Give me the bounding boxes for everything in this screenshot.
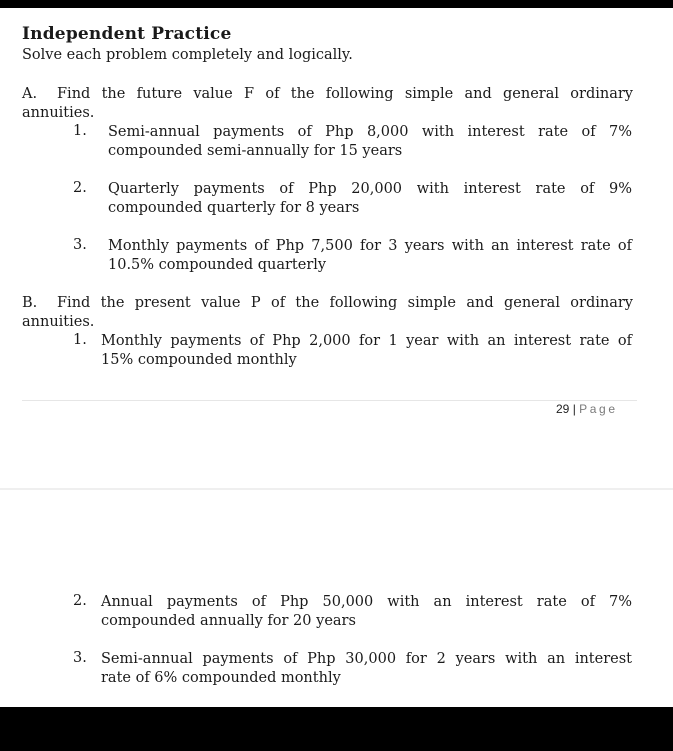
part-b-item-1-number: 1.: [73, 332, 87, 348]
part-b-item-1-line2: 15% compounded monthly: [101, 352, 297, 368]
part-a-intro-line2: annuities.: [22, 105, 95, 121]
instructions: Solve each problem completely and logically.: [22, 47, 353, 63]
part-a-item-3-number: 3.: [73, 237, 87, 253]
part-b-item-3-line1: Semi-annual payments of Php 30,000 for 2 years with an interest: [101, 651, 632, 667]
part-b-item-2-number: 2.: [73, 593, 87, 609]
part-b-item-1-line1: Monthly payments of Php 2,000 for 1 year with an interest rate of: [101, 333, 632, 349]
part-a-item-2-number: 2.: [73, 180, 87, 196]
page-break: [0, 488, 673, 490]
part-a-label: A.: [22, 86, 38, 102]
part-b-item-2-line1: Annual payments of Php 50,000 with an interest rate of 7%: [101, 594, 632, 610]
part-a-item-2-line2: compounded quarterly for 8 years: [108, 200, 360, 216]
part-a-item-3-line1: Monthly payments of Php 7,500 for 3 years with an interest rate of: [108, 238, 632, 254]
part-b-intro-line1: Find the present value P of the following simple and general ordinary: [57, 295, 633, 311]
part-b-item-2-line2: compounded annually for 20 years: [101, 613, 356, 629]
part-a-item-3-line2: 10.5% compounded quarterly: [108, 257, 327, 273]
part-b-item-3-line2: rate of 6% compounded monthly: [101, 670, 341, 686]
part-b-intro-line2: annuities.: [22, 314, 95, 330]
page-number: 29: [556, 402, 570, 416]
part-a-item-2-line1: Quarterly payments of Php 20,000 with interest rate of 9%: [108, 181, 632, 197]
part-a-item-1-line2: compounded semi-annually for 15 years: [108, 143, 403, 159]
part-a-intro-line1: Find the future value F of the following simple and general ordinary: [57, 86, 633, 102]
page-separator: |: [572, 402, 576, 416]
page-word: Page: [579, 402, 618, 416]
bottom-black-bar: [0, 707, 673, 751]
part-a-item-1-number: 1.: [73, 123, 87, 139]
part-b-item-3-number: 3.: [73, 650, 87, 666]
part-a-item-1-line1: Semi-annual payments of Php 8,000 with interest rate of 7%: [108, 124, 632, 140]
page-title: Independent Practice: [22, 24, 232, 44]
footer-divider: [22, 400, 637, 401]
page-footer: [556, 402, 618, 416]
part-b-label: B.: [22, 295, 38, 311]
top-black-bar: [0, 0, 673, 8]
